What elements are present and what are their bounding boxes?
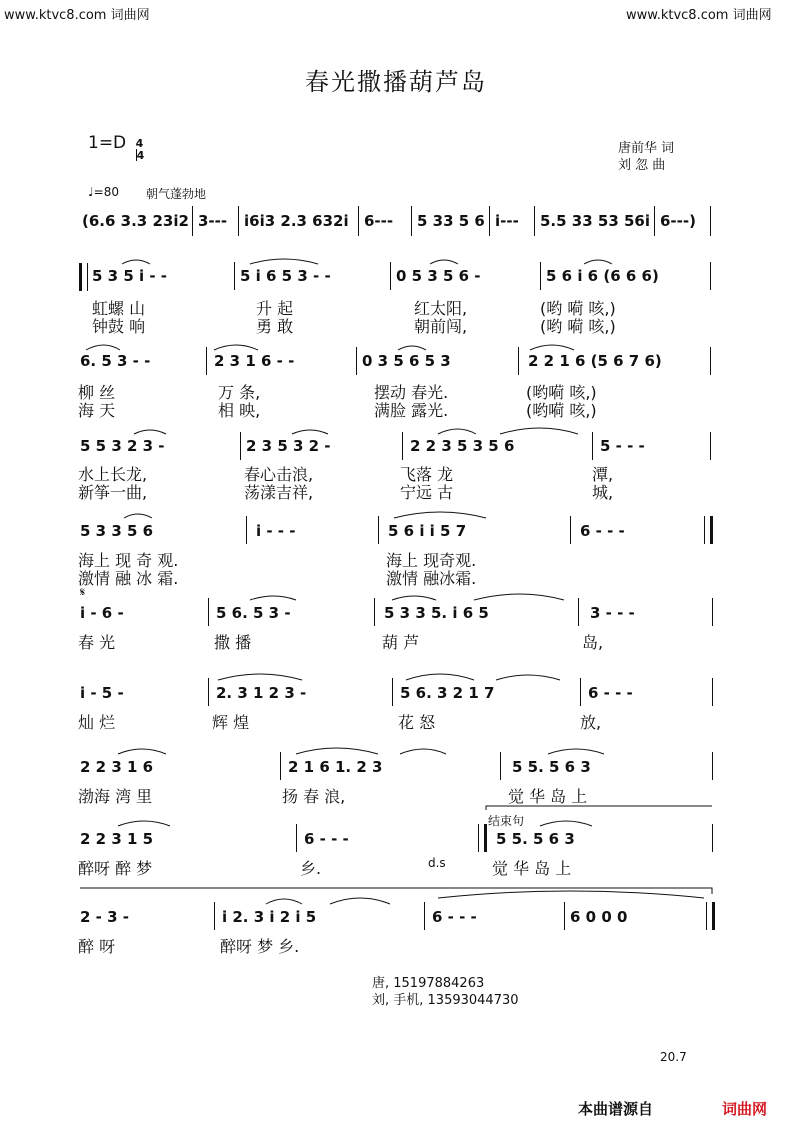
date-stamp: 20.7 [660, 1050, 687, 1064]
measure: 3 - - - [590, 604, 635, 622]
time-signature [135, 136, 145, 162]
lyric: 扬 春 浪, [282, 787, 346, 806]
lyric: (哟嗬 咳,) [526, 383, 597, 402]
measure: 6. 5 3 - - [80, 352, 151, 370]
measure: 5 6. 5 3 - [216, 604, 291, 622]
measure: 2 2 1 6 (5 6 7 6) [528, 352, 662, 370]
lyric: 升 起 [256, 299, 294, 318]
barline [712, 752, 713, 780]
measure: i - 5 - [80, 684, 124, 702]
barline [378, 516, 379, 544]
measure: 6---) [660, 212, 696, 230]
lyric: 醉呀 醉 梦 [78, 859, 153, 878]
measure: 2 - 3 - [80, 908, 129, 926]
barline [214, 902, 215, 930]
lyric: 荡漾吉祥, [244, 483, 314, 502]
measure: i--- [495, 212, 519, 230]
lyric: 觉 华 岛 上 [508, 787, 588, 806]
lyric: 宁远 古 [400, 483, 454, 502]
barline [208, 598, 209, 626]
lyric: 朝前闯, [414, 317, 468, 336]
source-label: 本曲谱源自 [578, 1100, 654, 1118]
barline [208, 678, 209, 706]
barline [374, 598, 375, 626]
measure: 6 - - - [304, 830, 349, 848]
barline [518, 347, 519, 375]
barline [246, 516, 247, 544]
lyric: 新筝一曲, [78, 483, 148, 502]
measure: 5 6 i 6 (6 6 6) [546, 267, 659, 285]
measure: 0 3 5 6 5 3 [362, 352, 451, 370]
barline [710, 262, 711, 290]
ending-label: 结束句 [488, 814, 525, 828]
repeat-end [704, 516, 713, 544]
key-signature [88, 133, 145, 162]
measure: 5 5. 5 6 3 [512, 758, 591, 776]
double-barline [478, 824, 487, 852]
measure: i 2. 3 i 2 i 5 [222, 908, 317, 926]
lyric: 飞落 龙 [400, 465, 454, 484]
lyric: 钟鼓 响 [92, 317, 146, 336]
barline [358, 206, 359, 236]
site-watermark-left: www.ktvc8.com 词曲网 [4, 8, 150, 23]
barline [392, 678, 393, 706]
measure: i - 6 - [80, 604, 124, 622]
measure: 5 3 3 5 6 [80, 522, 154, 540]
lyric: 海 天 [78, 401, 116, 420]
lyric: 撒 播 [214, 633, 252, 652]
barline [710, 432, 711, 460]
tempo-marking: ♩=80 [88, 185, 119, 199]
measure: i - - - [256, 522, 296, 540]
measure: 5 3 3 5. i 6 5 [384, 604, 489, 622]
contact-line-2: 刘, 手机, 13593044730 [372, 993, 519, 1008]
measure: 0 5 3 5 6 - [396, 267, 481, 285]
barline [712, 678, 713, 706]
barline [570, 516, 571, 544]
measure: 6 - - - [432, 908, 477, 926]
lyric: 放, [580, 713, 602, 732]
measure: (6.6 3.3 23i2 [82, 212, 189, 230]
barline [356, 347, 357, 375]
lyric: 灿 烂 [78, 713, 116, 732]
lyric: 水上长龙, [78, 465, 148, 484]
measure: 5 3 5 i - - [92, 267, 168, 285]
lyric: 觉 华 岛 上 [492, 859, 572, 878]
lyric: 万 条, [218, 383, 261, 402]
lyric: (哟 嗬 咳,) [540, 299, 616, 318]
measure: 2 3 5 3 2 - [246, 437, 331, 455]
measure: 6 - - - [580, 522, 625, 540]
barline [710, 206, 711, 236]
repeat-start [79, 263, 88, 291]
lyric: 辉 煌 [212, 713, 250, 732]
measure: 3--- [198, 212, 228, 230]
time-unit: 4 [136, 148, 145, 162]
lyric: 海上 现奇观. [386, 551, 477, 570]
segno-sign: 𝄋 [80, 585, 86, 599]
measure: 2 2 3 1 5 [80, 830, 154, 848]
lyric: 摆动 春光. [374, 383, 449, 402]
lyric: 乡. [300, 859, 322, 878]
lyricist-credit: 唐前华 词 [618, 141, 675, 156]
barline [238, 206, 239, 236]
barline [564, 902, 565, 930]
barline [712, 824, 713, 852]
measure: 6--- [364, 212, 394, 230]
barline [710, 347, 711, 375]
barline [390, 262, 391, 290]
lyric: 海上 现 奇 观. [78, 551, 179, 570]
measure: 2. 3 1 2 3 - [216, 684, 307, 702]
barline [654, 206, 655, 236]
measure: 6 0 0 0 [570, 908, 628, 926]
contact-line-1: 唐, 15197884263 [372, 976, 485, 991]
measure: 2 2 3 5 3 5 6 [410, 437, 515, 455]
time-beats: 4 [135, 136, 144, 150]
measure: 5 5. 5 6 3 [496, 830, 575, 848]
barline [580, 678, 581, 706]
lyric: 渤海 湾 里 [78, 787, 153, 806]
lyric: 花 怒 [398, 713, 436, 732]
key-label: 1=D [88, 133, 127, 153]
barline [411, 206, 412, 236]
barline [489, 206, 490, 236]
dal-segno-mark: d.s [428, 856, 446, 870]
lyric: 勇 敢 [256, 317, 294, 336]
measure: 5 5 3 2 3 - [80, 437, 165, 455]
barline [280, 752, 281, 780]
measure: 5.5 33 53 56i [540, 212, 651, 230]
measure: 5 6. 3 2 1 7 [400, 684, 495, 702]
barline [240, 432, 241, 460]
lyric: 岛, [582, 633, 604, 652]
composer-credit: 刘 忽 曲 [618, 158, 666, 173]
barline [540, 262, 541, 290]
measure: 2 1 6 1. 2 3 [288, 758, 383, 776]
measure: 5 i 6 5 3 - - [240, 267, 331, 285]
lyric: 满脸 露光. [374, 401, 449, 420]
source-site-link[interactable]: 词曲网 [722, 1100, 768, 1118]
measure: 2 2 3 1 6 [80, 758, 154, 776]
lyric: 城, [592, 483, 614, 502]
lyric: 虹螺 山 [92, 299, 146, 318]
measure: 5 - - - [600, 437, 645, 455]
barline [296, 824, 297, 852]
barline [424, 902, 425, 930]
barline [192, 206, 193, 236]
barline [206, 347, 207, 375]
measure: 2 3 1 6 - - [214, 352, 295, 370]
lyric: 红太阳, [414, 299, 468, 318]
barline [234, 262, 235, 290]
barline [534, 206, 535, 236]
barline [500, 752, 501, 780]
page-title: 春光撒播葫芦岛 [305, 68, 487, 96]
barline [592, 432, 593, 460]
barline [578, 598, 579, 626]
barline [402, 432, 403, 460]
measure: 5 33 5 6 [417, 212, 485, 230]
measure: 5 6 i i 5 7 [388, 522, 467, 540]
lyric: 潭, [592, 465, 614, 484]
expression-marking: 朝气蓬勃地 [146, 187, 207, 201]
lyric: 醉呀 梦 乡. [220, 937, 300, 956]
lyric: 柳 丝 [78, 383, 116, 402]
lyric: (哟 嗬 咳,) [540, 317, 616, 336]
lyric: 激情 融 冰 霜. [78, 569, 179, 588]
lyric: (哟嗬 咳,) [526, 401, 597, 420]
lyric: 春心击浪, [244, 465, 314, 484]
lyric: 激情 融冰霜. [386, 569, 477, 588]
final-barline [706, 902, 715, 930]
measure: 6 - - - [588, 684, 633, 702]
lyric: 醉 呀 [78, 937, 116, 956]
lyric: 相 映, [218, 401, 261, 420]
measure: i6i3 2.3 632i [244, 212, 349, 230]
site-watermark-right: www.ktvc8.com 词曲网 [626, 8, 772, 23]
barline [712, 598, 713, 626]
lyric: 春 光 [78, 633, 116, 652]
lyric: 葫 芦 [382, 633, 420, 652]
